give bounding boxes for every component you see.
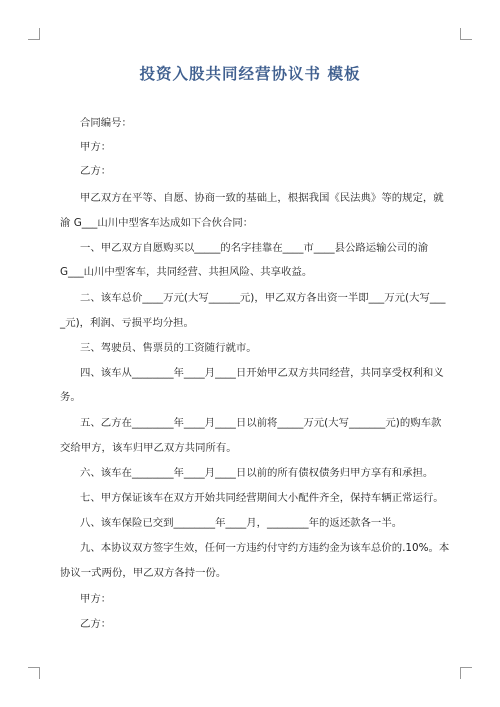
- crop-mark-top-left: [28, 28, 40, 40]
- clause-4-line-2: 务。: [60, 391, 81, 403]
- clause-9-line-1: 九、本协议双方签字生效，任何一方违约付守约方违约金为该车总价的.10%。本: [80, 542, 450, 554]
- party-a-label: 甲方：: [80, 141, 112, 153]
- clause-9-line-2: 协议一式两份，甲乙双方各持一份。: [60, 567, 227, 579]
- clause-1-line-2: G___山川中型客车，共同经营、共担风险、共享收益。: [60, 266, 313, 278]
- clause-8: 八、该车保险已交到________年____月，________年的返还款各一半。: [80, 517, 403, 529]
- crop-mark-top-right: [460, 28, 472, 40]
- clause-7: 七、甲方保证该车在双方开始共同经营期间大小配件齐全，保持车辆正常运行。: [80, 492, 444, 504]
- crop-mark-bottom-left: [28, 667, 40, 679]
- contract-number-label: 合同编号：: [80, 117, 132, 129]
- intro-paragraph-line-1: 甲乙双方在平等、自愿、协商一致的基础上，根据我国《民法典》等的规定，就: [80, 192, 444, 204]
- clause-4-line-1: 四、该车从________年____月____日开始甲乙双方共同经营，共同享受权利和义: [80, 367, 444, 379]
- clause-3: 三、驾驶员、售票员的工资随行就市。: [80, 342, 257, 354]
- document-title: 投资入股共同经营协议书 模板: [139, 65, 361, 83]
- clause-2-line-2: _元)，利润、亏损平均分担。: [60, 317, 194, 329]
- clause-5-line-1: 五、乙方在________年____月____日以前将_____万元(大写_______元)的购车款: [80, 417, 442, 429]
- clause-6: 六、该车在________年____月____日以前的所有债权债务归甲方享有和承担。: [80, 467, 434, 479]
- clause-2-line-1: 二、该车总价____万元(大写______元)，甲乙双方各出资一半即___万元(大写___: [80, 292, 446, 304]
- clause-1-line-1: 一、甲乙双方自愿购买以_____的名字挂靠在____市____县公路运输公司的渝: [80, 242, 429, 254]
- intro-paragraph-line-2: 渝 G___山川中型客车达成如下合伙合同：: [60, 217, 254, 229]
- signature-party-b: 乙方：: [80, 618, 112, 630]
- crop-mark-bottom-right: [460, 667, 472, 679]
- party-b-label: 乙方：: [80, 165, 112, 177]
- clause-5-line-2: 交给甲方，该车归甲乙双方共同所有。: [60, 442, 237, 454]
- signature-party-a: 甲方：: [80, 593, 112, 605]
